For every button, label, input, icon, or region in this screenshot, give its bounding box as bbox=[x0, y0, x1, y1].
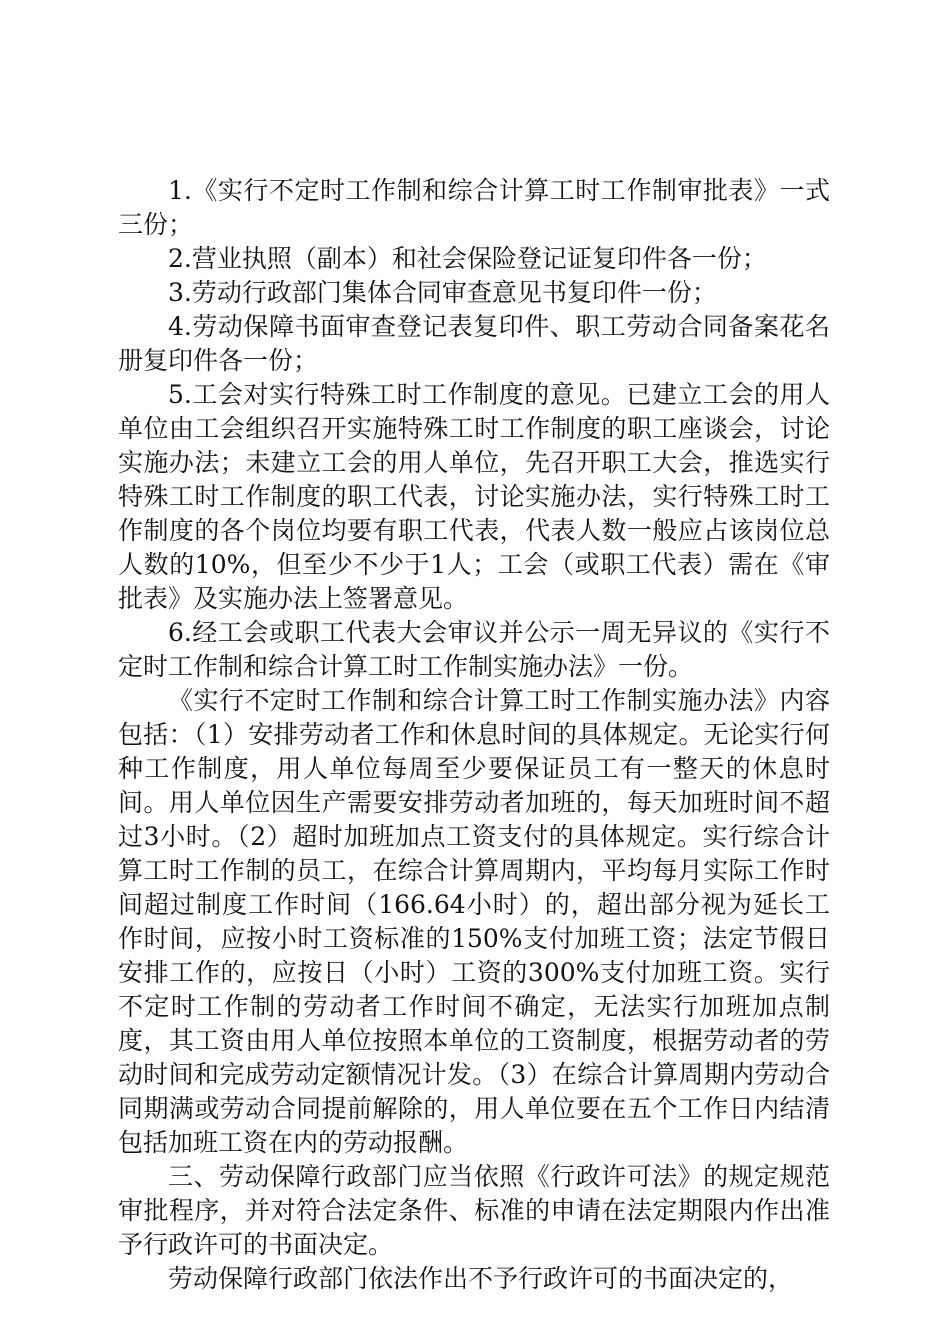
paragraph-denial-decision: 劳动保障行政部门依法作出不予行政许可的书面决定的， bbox=[168, 1264, 794, 1293]
paragraph-item-6-implementation-measures: 6.经工会或职工代表大会审议并公示一周无异议的《实行不定时工作制和综合计算工时工作制实施办法》一份。 bbox=[118, 618, 830, 681]
paragraph-section-three: 三、劳动保障行政部门应当依照《行政许可法》的规定规范审批程序，并对符合法定条件、标准的申请在法定期限内作出准予行政许可的书面决定。 bbox=[118, 1162, 830, 1259]
paragraph-item-3-collective-contract: 3.劳动行政部门集体合同审查意见书复印件一份； bbox=[168, 278, 717, 307]
paragraph-item-4-labor-registration: 4.劳动保障书面审查登记表复印件、职工劳动合同备案花名册复印件各一份； bbox=[118, 312, 830, 375]
paragraph-item-5-union-opinion: 5.工会对实行特殊工时工作制度的意见。已建立工会的用人单位由工会组织召开实施特殊工时工作制度的职工座谈会，讨论实施办法；未建立工会的用人单位，先召开职工大会，推选实行特殊工时工作制度的职工代表，讨论实施办法，实行特殊工时工作制度的各个岗位均要有职工代表，代表人数一般应占该岗位总人数的10%，但至少不少于1人；工会（或职工代表）需在《审批表》及实施办法上签署意见。 bbox=[118, 380, 830, 613]
document-body bbox=[118, 174, 830, 1296]
paragraph-item-1-approval-form: 1.《实行不定时工作制和综合计算工时工作制审批表》一式三份； bbox=[118, 176, 830, 239]
paragraph-measures-contents: 《实行不定时工作制和综合计算工时工作制实施办法》内容包括：（1）安排劳动者工作和休息时间的具体规定。无论实行何种工作制度，用人单位每周至少要保证员工有一整天的休息时间。用人单位因生产需要安排劳动者加班的，每天加班时间不超过3小时。（2）超时加班加点工资支付的具体规定。实行综合计算工时工作制的员工，在综合计算周期内，平均每月实际工作时间超过制度工作时间（166.64小时）的，超出部分视为延长工作时间，应按小时工资标准的150%支付加班工资；法定节假日安排工作的，应按日（小时）工资的300%支付加班工资。实行不定时工作制的劳动者工作时间不确定，无法实行加班加点制度，其工资由用人单位按照本单位的工资制度，根据劳动者的劳动时间和完成劳动定额情况计发。（3）在综合计算周期内劳动合同期满或劳动合同提前解除的，用人单位要在五个工作日内结清包括加班工资在内的劳动报酬。 bbox=[118, 686, 830, 1157]
paragraph-item-2-business-license: 2.营业执照（副本）和社会保险登记证复印件各一份； bbox=[168, 244, 767, 273]
